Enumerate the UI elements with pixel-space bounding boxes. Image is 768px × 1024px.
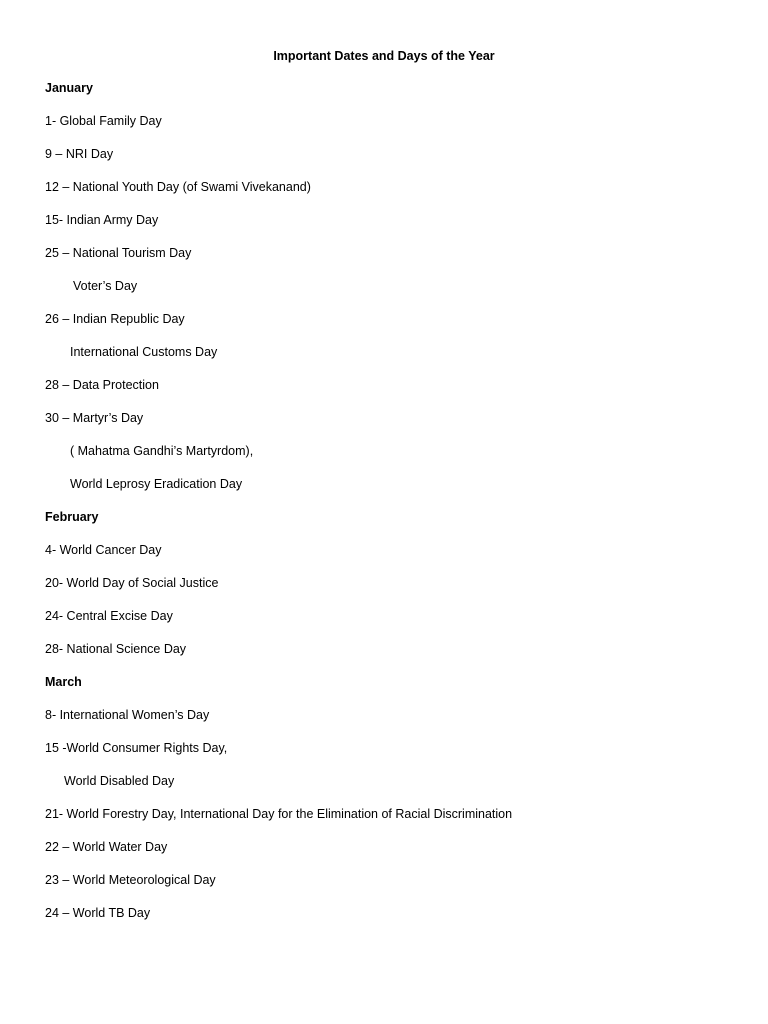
list-item: 21- World Forestry Day, International Day for the Elimination of Racial Discrimination (45, 807, 513, 821)
list-item-continuation: International Customs Day (70, 345, 218, 359)
list-item: 20- World Day of Social Justice (45, 576, 219, 590)
list-item: 28 – Data Protection (45, 378, 159, 392)
list-item: 12 – National Youth Day (of Swami Vivekanand) (45, 180, 311, 194)
list-item: 15- Indian Army Day (45, 213, 159, 227)
list-item: 26 – Indian Republic Day (45, 312, 185, 326)
list-item-continuation: World Disabled Day (64, 774, 175, 788)
document-title: Important Dates and Days of the Year (273, 49, 495, 63)
list-item: 24- Central Excise Day (45, 609, 173, 623)
list-item-continuation: ( Mahatma Gandhi’s Martyrdom), (70, 444, 254, 458)
month-heading-january: January (45, 81, 93, 95)
list-item: 25 – National Tourism Day (45, 246, 192, 260)
list-item: 4- World Cancer Day (45, 543, 162, 557)
month-heading-march: March (45, 675, 82, 689)
list-item-continuation: World Leprosy Eradication Day (70, 477, 243, 491)
list-item: 8- International Women’s Day (45, 708, 210, 722)
list-item: 24 – World TB Day (45, 906, 151, 920)
list-item: 30 – Martyr’s Day (45, 411, 144, 425)
list-item: 1- Global Family Day (45, 114, 162, 128)
list-item: 15 -World Consumer Rights Day, (45, 741, 228, 755)
list-item-continuation: Voter’s Day (73, 279, 138, 293)
list-item: 23 – World Meteorological Day (45, 873, 216, 887)
list-item: 9 – NRI Day (45, 147, 114, 161)
list-item: 28- National Science Day (45, 642, 187, 656)
dates-list (45, 79, 745, 937)
month-heading-february: February (45, 510, 99, 524)
list-item: 22 – World Water Day (45, 840, 168, 854)
